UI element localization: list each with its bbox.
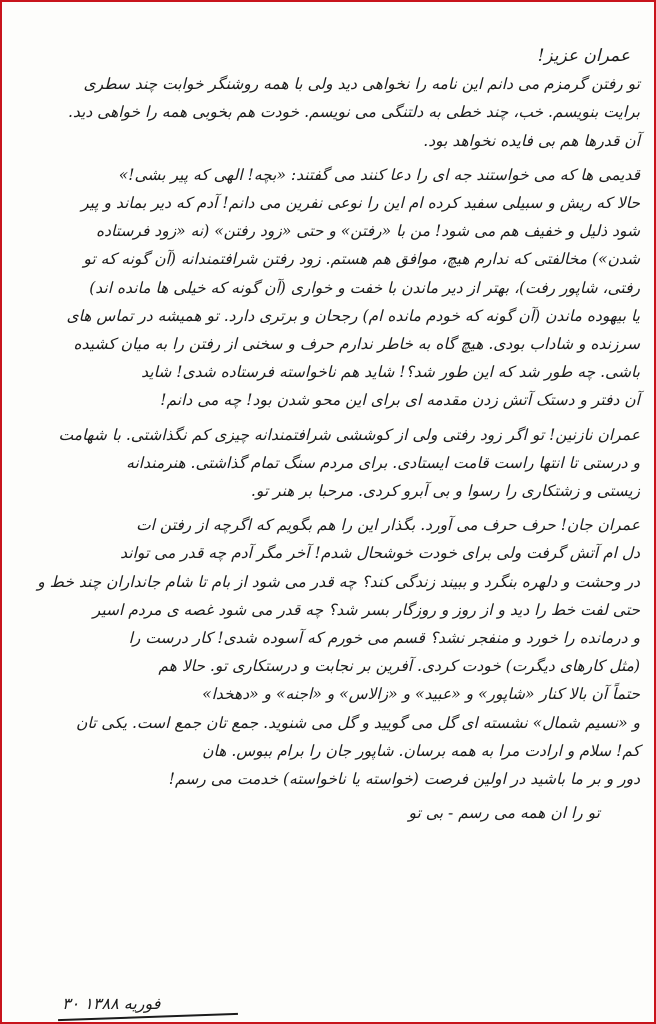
letter-line: عمران نازنین! تو اگر زود رفتی ولی از کوششی شرافتمندانه چیزی کم نگذاشتی. با شهامت <box>58 425 640 444</box>
letter-date: ۳۰ فوریه ۱۳۸۸ <box>62 994 161 1013</box>
letter-line: قدیمی ها که می خواستند جه ای را دعا کنند می گفتند: «بچه! الهی که پیر بشی!» <box>118 165 640 184</box>
letter-line: سرزنده و شاداب بودی. هیچ گاه به خاطر ندارم حرف و سخنی از رفتن را به میان کشیده <box>73 335 640 354</box>
letter-line: در وحشت و دلهره بنگرد و ببیند زندگی کند؟ چه قدر می شود از بام تا شام جانداران چند خط و <box>37 572 640 591</box>
letter-line: آن قدرها هم بی فایده نخواهد بود. <box>423 131 640 150</box>
handwritten-letter <box>20 42 640 827</box>
letter-line: حتی لفت خط را دید و از روز و روزگار بسر شد؟ چه قدر می شود غصه ی مردم اسیر <box>92 600 640 619</box>
letter-line: عمران جان! حرف حرف می آورد. بگذار این را هم بگویم که اگرچه از رفتن ات <box>136 516 640 535</box>
letter-line: شود ذلیل و خفیف هم می شود! من با «رفتن» و حتی «زود رفتن» (نه «زود فرستاده <box>96 222 640 241</box>
letter-line: دل ام آتش گرفت ولی برای خودت خوشحال شدم! آخر مگر آدم چه قدر می تواند <box>120 544 640 563</box>
letter-line: (مثل کارهای دیگرت) خودت کردی. آفرین بر نجابت و درستکاری تو. حالا هم <box>158 657 640 676</box>
letter-line: رفتی، شاپور رفت)، بهتر از دیر ماندن با خفت و خواری (آن گونه که خیلی ها مانده اند) <box>89 278 640 297</box>
letter-line: تو رفتن گرمزم می دانم این نامه را نخواهی دید ولی با همه روشنگر خوابت چند سطری <box>83 75 640 94</box>
letter-closing: تو را ان همه می رسم - بی تو <box>408 804 600 823</box>
letter-line: شدن») مخالفتی که ندارم هیچ، موافق هم هستم. زود رفتن شرافتمندانه (آن گونه که تو <box>83 250 640 269</box>
letter-line: حالا که ریش و سبیلی سفید کرده ام این را نوعی نفرین می دانم! آدم که دیر بماند و پیر <box>81 194 640 213</box>
letter-line: و درمانده را خورد و منفجر نشد؟ قسم می خورم که آسوده شدی! کار درست را <box>128 629 640 648</box>
letter-salutation: عمران عزیز! <box>537 46 630 66</box>
letter-line: برایت بنویسم. خب، چند خطی به دلتنگی می نویسم. خودت هم بخوبی همه را خواهی دید. <box>67 103 640 122</box>
letter-line: و «نسیم شمال» نشسته ای گل می گویید و گل می شنوید. جمع تان جمع است. یکی تان <box>75 713 640 732</box>
letter-line: زیستی و زشتکاری را رسوا و بی آبرو کردی. مرحبا بر هنر تو. <box>250 482 640 501</box>
letter-line: و درستی تا انتها راست قامت ایستادی. برای مردم سنگ تمام گذاشتی. هنرمندانه <box>126 453 640 472</box>
date-underline <box>58 1013 238 1021</box>
letter-line: یا بیهوده ماندن (آن گونه که خودم مانده ام) رجحان و برتری دارد. تو همیشه در تماس های <box>66 306 640 325</box>
letter-line: دور و بر ما باشید در اولین فرصت (خواسته یا ناخواسته) خدمت می رسم! <box>168 770 640 789</box>
letter-line: حتماً آن بالا کنار «شاپور» و «عبید» و «زالاس» و «اجنه» و «دهخدا» <box>202 685 640 704</box>
letter-line: کم! سلام و ارادت مرا به همه برسان. شاپور جان را برام ببوس. هان <box>202 741 640 760</box>
letter-line: باشی. چه طور شد که این طور شد؟! شاید هم ناخواسته فرستاده شدی! شاید <box>141 363 640 382</box>
letter-line: آن دفتر و دستک آتش زدن مقدمه ای برای این محو شدن بود! چه می دانم! <box>160 391 640 410</box>
